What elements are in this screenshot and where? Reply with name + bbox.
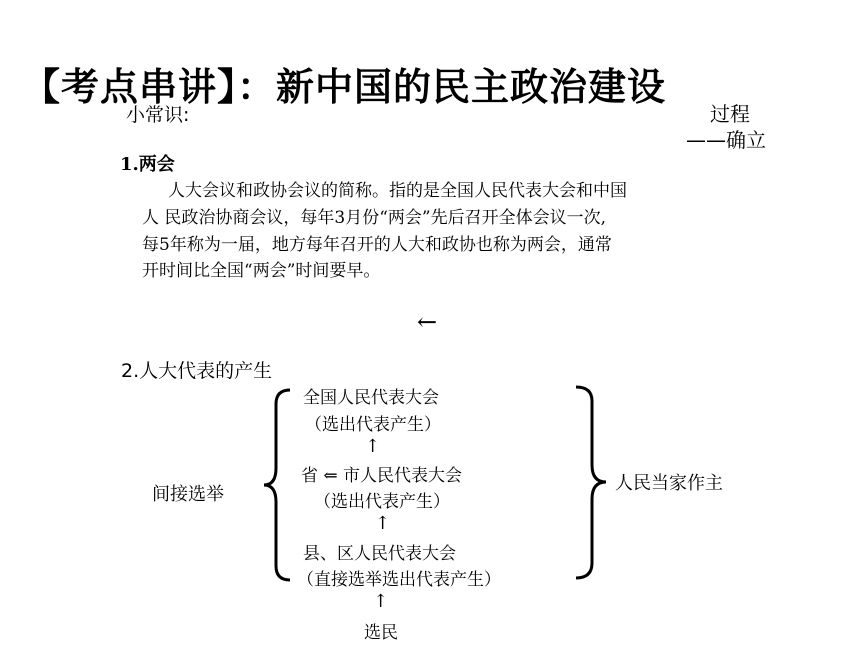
section1-heading: 1.两会 — [120, 154, 175, 175]
section1-line: 人 民政治协商会议，每年3月份“两会”先后召开全体会议一次, — [142, 208, 607, 228]
left-brace-icon — [258, 388, 298, 582]
node-national: 全国人民代表大会 — [303, 388, 439, 408]
node-provincial: 省 ⇐ 市人民代表大会 — [301, 466, 463, 486]
node-provincial-note: （选出代表产生） — [314, 492, 450, 512]
up-arrow-icon: ↑ — [373, 591, 389, 612]
section1-line: 开时间比全国“两会”时间要早。 — [142, 261, 381, 281]
node-voters: 选民 — [364, 623, 398, 643]
section1-line: 每5年称为一届，地方每年召开的人大和政协也称为两会，通常 — [142, 235, 612, 255]
subtitle: 小常识: — [126, 104, 190, 126]
left-arrow-icon: ← — [417, 308, 438, 336]
section2-heading: 2.人大代表的产生 — [121, 360, 273, 382]
slide-title: 【考点串讲】：新中国的民主政治建设 — [22, 65, 667, 109]
node-national-note: （选出代表产生） — [305, 415, 441, 435]
label-indirect-election: 间接选举 — [152, 484, 224, 505]
up-arrow-icon: ↑ — [365, 436, 381, 457]
right-brace-icon — [572, 385, 612, 580]
node-county-note: （直接选举选出代表产生） — [297, 570, 501, 590]
node-county: 县、区人民代表大会 — [303, 544, 456, 564]
up-arrow-icon: ↑ — [375, 513, 391, 534]
section1-line: 人大会议和政协会议的简称。指的是全国人民代表大会和中国 — [168, 181, 627, 201]
right-note-process: 过程 — [710, 102, 750, 126]
label-people-masters: 人民当家作主 — [615, 473, 723, 494]
right-note-established: ——确立 — [686, 128, 766, 152]
